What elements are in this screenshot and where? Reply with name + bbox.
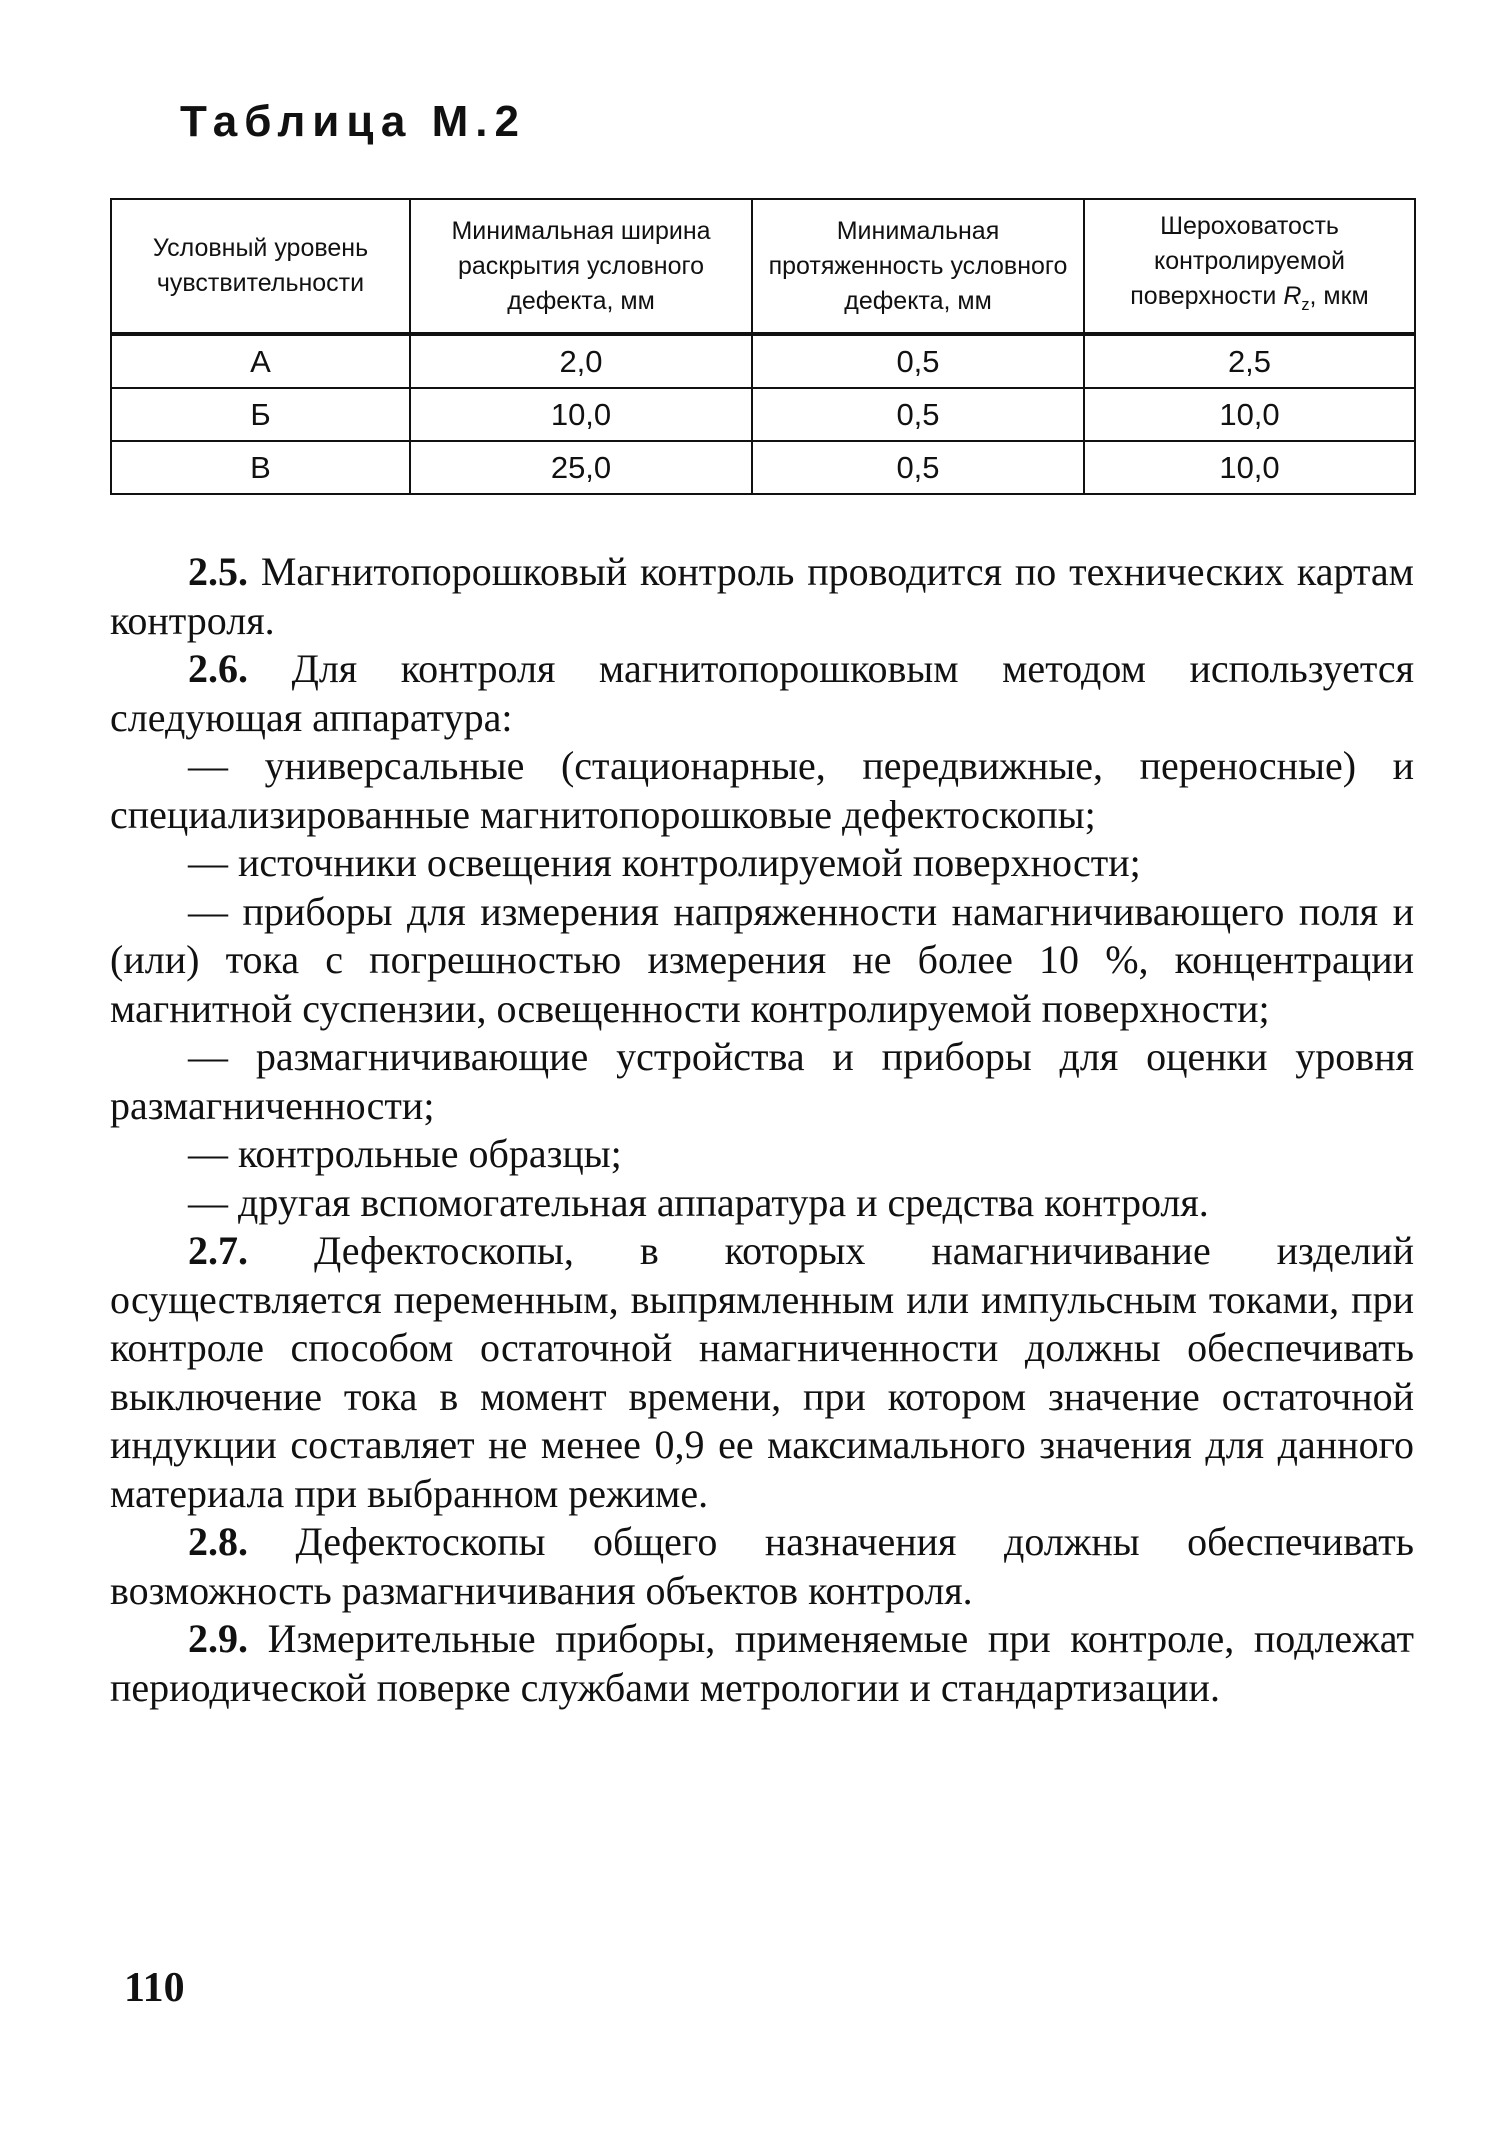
paragraph-number: 2.5.: [188, 549, 248, 594]
paragraph-text: Для контроля магнитопорошковым методом используется следующая аппаратура:: [110, 646, 1414, 740]
header-cell-min-length: Минимальная протяженность условного дефекта, мм: [752, 199, 1084, 334]
paragraph-2-6: [110, 645, 1414, 742]
paragraph-number: 2.8.: [188, 1519, 248, 1564]
list-item: — контрольные образцы;: [188, 1131, 622, 1176]
table-cell: 10,0: [410, 388, 752, 441]
body-text: [110, 548, 1414, 1712]
table-cell: 0,5: [752, 334, 1084, 388]
paragraph-number: 2.9.: [188, 1616, 248, 1661]
paragraph-number: 2.6.: [188, 646, 248, 691]
table-row: [111, 388, 1415, 441]
table-row: [111, 334, 1415, 388]
paragraph-2-5: [110, 548, 1414, 645]
paragraph-2-9: [110, 1615, 1414, 1712]
paragraph-text: Измерительные приборы, применяемые при контроле, подлежат периодической поверке службами метрологии и стандартизации.: [110, 1616, 1415, 1710]
table-cell: 10,0: [1084, 441, 1415, 494]
list-item: — размагничивающие устройства и приборы для оценки уровня размагниченности;: [110, 1034, 1414, 1128]
table-cell: 2,0: [410, 334, 752, 388]
paragraph-2-8: [110, 1518, 1414, 1615]
table-header-row: [111, 199, 1415, 334]
paragraph-text: Дефектоскопы общего назначения должны обеспечивать возможность размагничивания объектов контроля.: [110, 1519, 1414, 1613]
list-item: — другая вспомогательная аппаратура и средства контроля.: [188, 1179, 1209, 1225]
list-item: — универсальные (стационарные, передвижные, переносные) и специализированные магнитопорошковые дефектоскопы;: [110, 743, 1414, 837]
table-row: [111, 441, 1415, 494]
parameters-table: [110, 198, 1416, 495]
table-cell: В: [111, 441, 410, 494]
paragraph-text: Магнитопорошковый контроль проводится по технических картам контроля.: [110, 549, 1414, 643]
paragraph-text: Дефектоскопы, в которых намагничивание изделий осуществляется переменным, выпрямленным или импульсным токами, при контроле способом остаточной намагниченности должны обеспечивать выключение тока в момент времени, при котором значение остаточной индукции составляет не менее 0,9 ее максимального значения для данного материала при выбранном режиме.: [110, 1228, 1414, 1516]
table-cell: 10,0: [1084, 388, 1415, 441]
list-item: — источники освещения контролируемой поверхности;: [188, 840, 1141, 885]
table-cell: Б: [111, 388, 410, 441]
header-cell-roughness: [1084, 199, 1415, 334]
roughness-header-text: Шероховатость контролируемой поверхности $R_z$, мкм: [1130, 212, 1369, 314]
table-cell: 2,5: [1084, 334, 1415, 388]
table-cell: А: [111, 334, 410, 388]
header-cell-min-width: Минимальная ширина раскрытия условного дефекта, мм: [410, 199, 752, 334]
paragraph-number: 2.7.: [188, 1228, 248, 1273]
table-cell: 0,5: [752, 388, 1084, 441]
table-caption: Таблица М.2: [180, 97, 526, 146]
table-cell: 0,5: [752, 441, 1084, 494]
paragraph-2-7: [110, 1227, 1414, 1518]
table-cell: 25,0: [410, 441, 752, 494]
page-number: 110: [124, 1965, 185, 2011]
list-item: — приборы для измерения напряженности намагничивающего поля и (или) тока с погрешностью измерения не более 10 %, концентрации магнитной суспензии, освещенности контролируемой поверхности;: [110, 888, 1414, 1031]
header-cell-sensitivity-level: Условный уровень чувствительности: [111, 199, 410, 334]
